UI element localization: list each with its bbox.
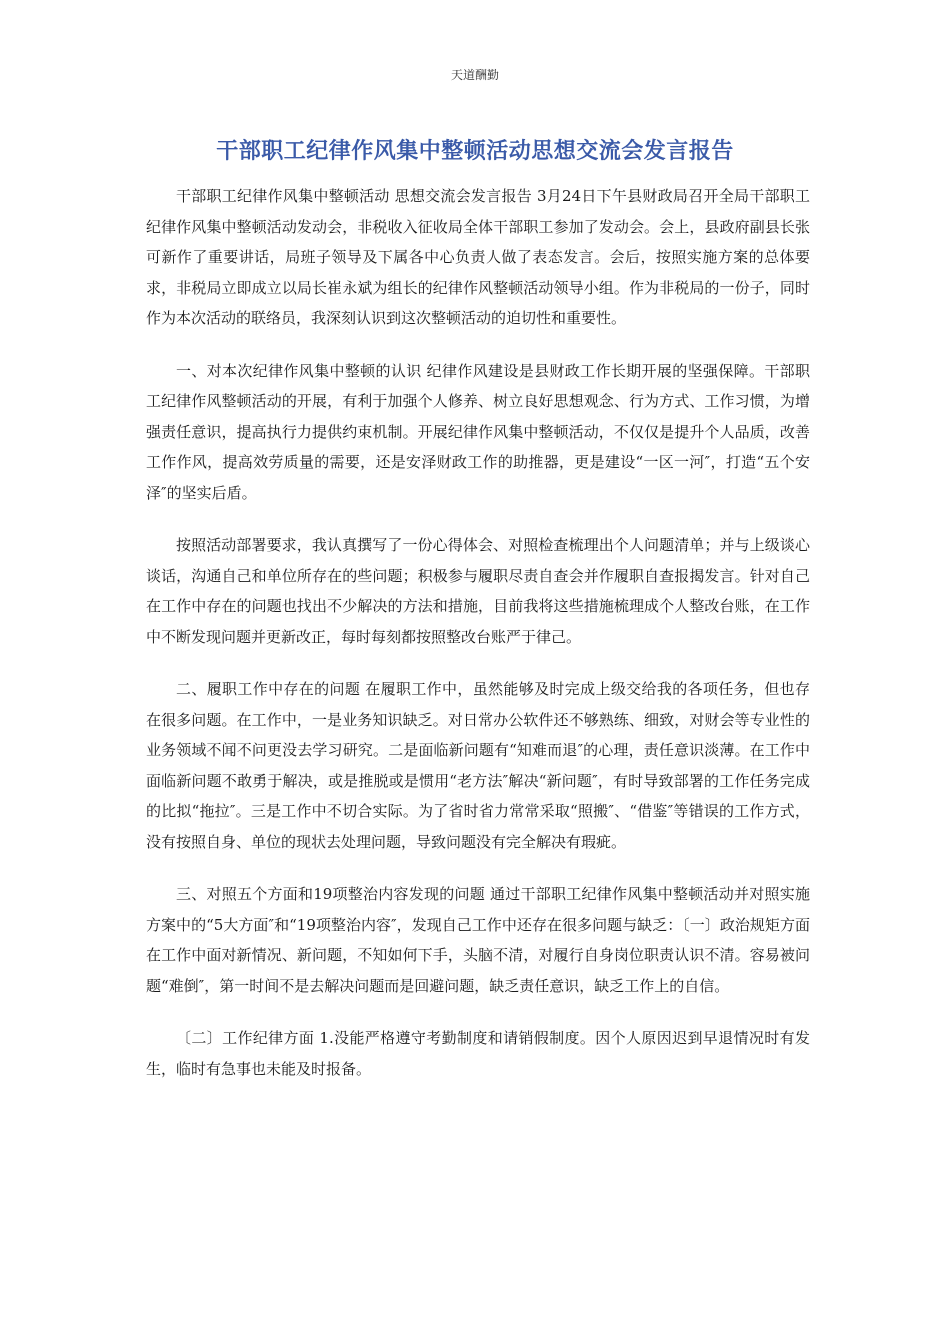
document-title: 干部职工纪律作风集中整顿活动思想交流会发言报告 — [216, 139, 734, 164]
header-mark: 天道酬勤 — [450, 68, 499, 82]
paragraph-intro: 干部职工纪律作风集中整顿活动 思想交流会发言报告 3月24日下午县财政局召开全局干部职工纪律作风集中整顿活动发动会，非税收入征收局全体干部职工参加了发动会。会上，县政府副县长张可新作了重要讲话，局班子领导及下属各中心负责人做了表态发言。会后，按照实施方案的总体要求，非税局立即成立以局长崔永斌为组长的纪律作风整顿活动领导小组。作为非税局的一份子，同时作为本次活动的联络员，我深刻认识到这次整顿活动的迫切性和重要性。 — [146, 187, 810, 327]
document-body — [146, 181, 810, 1106]
paragraph-work-discipline: 〔二〕工作纪律方面 1.没能严格遵守考勤制度和请销假制度。因个人原因迟到早退情况时有发生，临时有急事也未能及时报备。 — [146, 1029, 810, 1078]
paragraph-section-2: 二、履职工作中存在的问题 在履职工作中，虽然能够及时完成上级交给我的各项任务，但也存在很多问题。在工作中，一是业务知识缺乏。对日常办公软件还不够熟练、细致，对财会等专业性的业务领域不闻不问更没去学习研究。二是面临新问题有“知难而退″的心理，责任意识淡薄。在工作中面临新问题不敢勇于解决，或是推脱或是惯用“老方法″解决“新问题″，有时导致部署的工作任务完成的比拟“拖拉″。三是工作中不切合实际。为了省时省力常常采取“照搬″、“借鉴″等错误的工作方式，没有按照自身、单位的现状去处理问题，导致问题没有完全解决有瑕疵。 — [146, 680, 810, 851]
paragraph-section-3: 三、对照五个方面和19项整治内容发现的问题 通过干部职工纪律作风集中整顿活动并对照实施方案中的“5大方面″和“19项整治内容″，发现自己工作中还存在很多问题与缺乏：〔一〕政治规矩方面 在工作中面对新情况、新问题，不知如何下手，头脑不清，对履行自身岗位职责认识不清。容易被问题“难倒″，第一时间不是去解决问题而是回避问题，缺乏责任意识，缺乏工作上的自信。 — [146, 885, 810, 995]
paragraph-section-1: 一、对本次纪律作风集中整顿的认识 纪律作风建设是县财政工作长期开展的坚强保障。干部职工纪律作风整顿活动的开展，有利于加强个人修养、树立良好思想观念、行为方式、工作习惯，为增强责任意识，提高执行力提供约束机制。开展纪律作风集中整顿活动，不仅仅是提升个人品质，改善工作作风，提高效劳质量的需要，还是安泽财政工作的助推器，更是建设“一区一河″，打造“五个安泽″的坚实后盾。 — [146, 361, 810, 502]
paragraph-activity: 按照活动部署要求，我认真撰写了一份心得体会、对照检查梳理出个人问题清单；并与上级谈心谈话，沟通自己和单位所存在的些问题；积极参与履职尽责自查会并作履职自查报揭发言。针对自己在工作中存在的问题也找出不少解决的方法和措施，目前我将这些措施梳理成个人整改台账，在工作中不断发现问题并更新改正，每时每刻都按照整改台账严于律己。 — [146, 536, 810, 646]
